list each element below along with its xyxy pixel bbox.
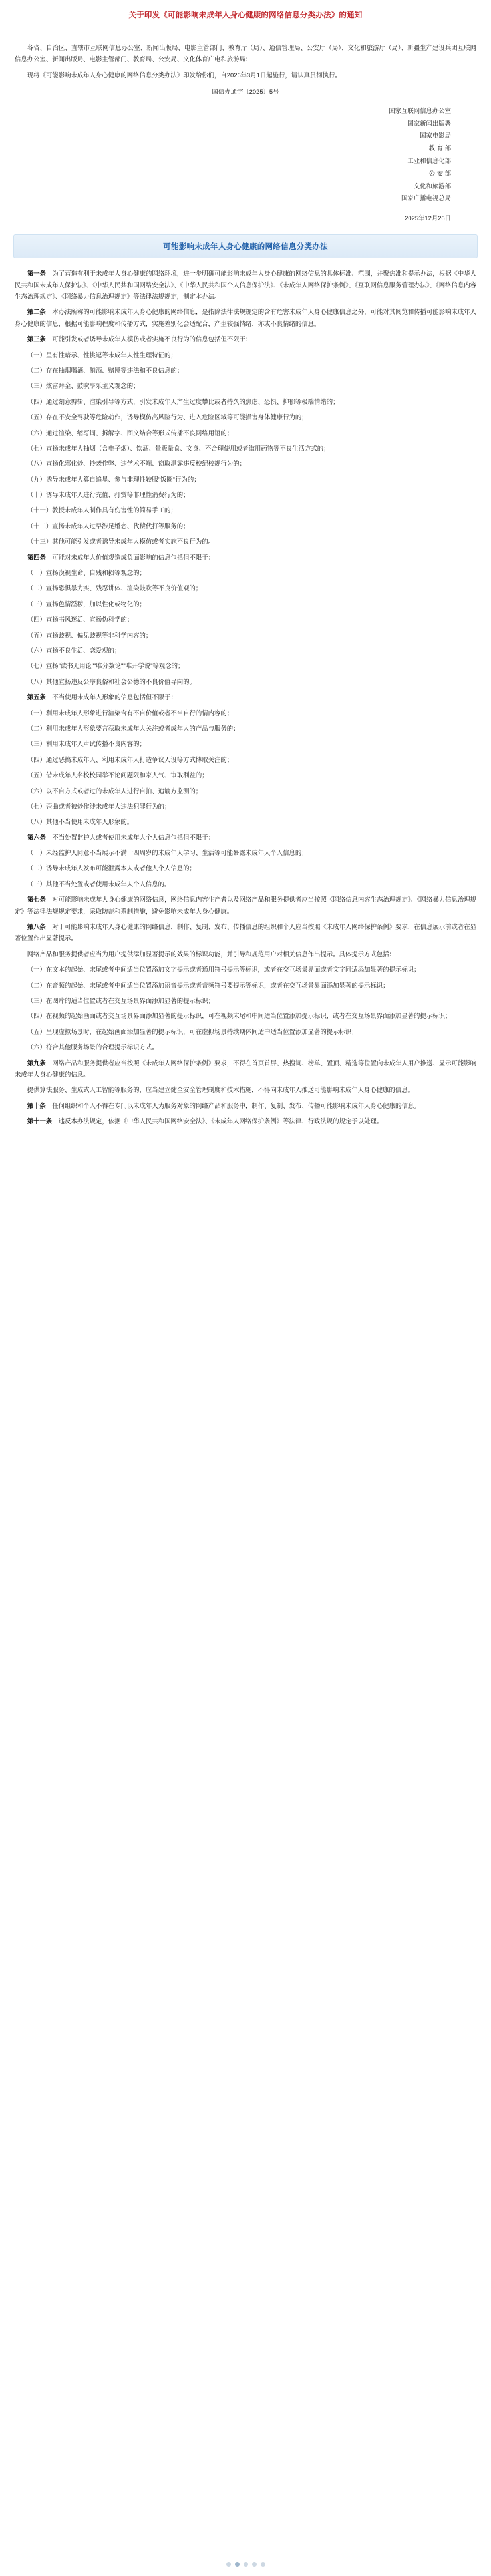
article-clause <box>15 582 476 594</box>
articles-container <box>0 268 491 1127</box>
article-label: 第五条 <box>27 693 46 701</box>
signature-item: 公 安 部 <box>428 169 451 177</box>
article-clause <box>15 474 476 485</box>
article-text: 不当使用未成年人形象的信息包括但不限于： <box>45 693 177 701</box>
article-label: 第三条 <box>27 335 46 343</box>
signature-item: 文化和旅游部 <box>413 182 451 190</box>
article-clause <box>15 396 476 407</box>
article-text: （七）宣扬未成年人抽烟（含电子烟）、饮酒、量贩量食、文身、不合理使用或者滥用药物等不良生活方式的； <box>27 444 330 452</box>
article-text: （二）宣扬恐惧暴力实、残忍讲体、渲染鼓吹等不良价值观的； <box>27 584 202 592</box>
signature-item: 国家新闻出版署 <box>407 119 451 127</box>
article-text: （四）通过恶搞未成年人、利用未成年人打造争议人设等方式博取关注的； <box>27 755 234 763</box>
signature-item: 教 育 部 <box>428 144 451 152</box>
article-text: （十二）宣扬未成年人过早涉足婚恋、代偿代打等服务的； <box>27 522 190 530</box>
notice-paragraph: 各省、自治区、直辖市互联网信息办公室、新闻出版局、电影主管部门、教育厅（局）、通信管理局、公安厅（局）、文化和旅游厅（局）、新疆生产建设兵团互联网信息办公室、新闻出版局、电影主管部门、教育局、公安局、文化体育广电和旅游局： <box>15 43 476 63</box>
article-clause <box>15 349 476 361</box>
article-paragraph <box>15 333 476 345</box>
article-text: （五）存在不安全驾驶等危险动作，诱导模仿高风险行为、进入危险区域等可能损害身体健康行为的； <box>27 413 308 421</box>
document-number: 国信办通字〔2025〕5号 <box>212 87 279 95</box>
article-text: （五）宣扬歧视、偏见歧视等非科学内容的； <box>27 631 152 639</box>
article-label: 第八条 <box>27 923 46 931</box>
article-text: （三）宣扬色情淫秽，加以性化或物化的； <box>27 600 146 608</box>
article-text: （五）呈现虚拟场景时，在起始画面添加显著的提示标识，可在虚拟场景持续期体间适中适当位置添加显著的提示标识； <box>27 1027 358 1035</box>
article-clause <box>15 878 476 890</box>
article-text: （二）在音频的起始、末尾或者中间适当位置添加语音提示或者音频符号要提示等标识，或者在交互场景界面添加显著的提示标识； <box>27 981 389 989</box>
article-text: （一）呈有性暗示、性挑逗等未成年人性生理特征的； <box>27 351 177 359</box>
article-clause <box>15 980 476 991</box>
article-clause <box>15 995 476 1006</box>
article-paragraph <box>15 306 476 329</box>
article-clause <box>15 948 476 960</box>
article-label: 第七条 <box>27 896 46 904</box>
article-clause <box>15 630 476 641</box>
article-text: （一）在文本的起始、末尾或者中间适当位置添加文字提示或者通用符号提示等标识，或者在交互场景界面或者文字同适添加显著的提示标识； <box>27 966 420 974</box>
article-text: 违反本办法规定，依据《中华人民共和国网络安全法》、《未成年人网络保护条例》等法律、行政法规的规定予以处理。 <box>52 1117 383 1125</box>
article-clause <box>15 964 476 975</box>
article-text: （四）在视频的起始画面或者交互场景界面添加显著的提示标识，可在视频末尾和中间适当位置添加提示标识，或者在交互场景界面添加显著的提示标识； <box>27 1012 452 1020</box>
article-clause <box>15 769 476 781</box>
signature-item: 国家互联网信息办公室 <box>389 106 451 114</box>
article-paragraph <box>15 268 476 302</box>
article-text: （一）未经监护人同意不当展示不满十四周岁的未成年人学习、生活等可能暴露未成年人个人信息的； <box>27 849 308 857</box>
article-text: （七）歪曲或者被炒作涉未成年人违法犯罪行为的； <box>27 802 171 810</box>
article-text: （三）在图片的适当位置或者在交互场景界面添加显著的提示标识； <box>27 996 215 1004</box>
article-text: （四）宣扬书风迷活、宣扬伪科学的； <box>27 616 134 624</box>
article-clause <box>15 754 476 765</box>
article-clause <box>15 1026 476 1037</box>
article-paragraph <box>15 691 476 703</box>
article-clause <box>15 567 476 578</box>
article-paragraph <box>15 552 476 563</box>
article-text: （二）诱导未成年人发布可能泄露本人或者他人个人信息的； <box>27 864 196 872</box>
regulation-title: 可能影响未成年人身心健康的网络信息分类办法 <box>13 234 478 258</box>
article-text: 对可能影响未成年人身心健康的网络信息，网络信息内容生产者以及网络产品和服务提供者应当按照《网络信息内容生态治理规定》、《网络暴力信息治理规定》等法律法规规定要求，采取防范和系制措施，避免影响未成年人身心健康。 <box>15 896 476 915</box>
article-clause <box>15 458 476 469</box>
article-text: 可能引发或者诱导未成年人模仿或者实施不良行为的信息包括但不限于： <box>45 335 252 343</box>
article-clause <box>15 443 476 454</box>
article-text: （八）其他不当使用未成年人形象的。 <box>27 818 134 826</box>
page-dot[interactable] <box>226 2562 231 2567</box>
page-dot[interactable] <box>252 2562 257 2567</box>
article-clause <box>15 847 476 858</box>
article-text: （六）通过渲染、缩写词、拆解字、图文结合等形式传播不良网络用语的； <box>27 429 234 437</box>
article-clause <box>15 427 476 439</box>
article-clause <box>15 1010 476 1021</box>
article-text: 网络产品和服务提供者应当按照《未成年人网络保护条例》要求，不得在首页首屏、热搜词、榜单、置顶、精选等位置向未成年人用户推送、显示可能影响未成年人身心健康的信息。 <box>15 1059 476 1078</box>
article-clause <box>15 1084 476 1095</box>
article-text: （十三）其他可能引发或者诱导未成年人模仿或者实施不良行为的。 <box>27 538 215 546</box>
article-text: （二）利用未成年人形象要言获取未成年人关注或者成年人的产品与服务的； <box>27 724 240 732</box>
article-text: （九）诱导未成年人算自追星、参与非理性较服"饭圈"行为的； <box>27 475 200 483</box>
article-text: （三）其他不当处置或者使用未成年人个人信息的。 <box>27 880 171 888</box>
article-paragraph <box>15 1100 476 1111</box>
article-paragraph <box>15 894 476 917</box>
article-text: （五）借未成年人名校校园举不论问题限和家人气、审取利益的； <box>27 771 208 779</box>
article-clause <box>15 380 476 391</box>
article-text: （七）宣扬"读书无用论""唯分数论""唯开学说"等观念的； <box>27 662 184 670</box>
article-text: （八）宣扬化邪化炒、抄袭作弊、违学术不端、窃取泄露违反校纪校规行为的； <box>27 460 246 468</box>
article-clause <box>15 598 476 610</box>
article-text: 任何组织和个人不得在专门以未成年人为服务对象的网络产品和服务中，制作、复制、发布、传播可能影响未成年人身心健康的信息。 <box>45 1101 420 1109</box>
article-clause <box>15 536 476 547</box>
regulation-title-wrap <box>0 222 491 268</box>
notice-header <box>0 0 491 28</box>
article-text: 可能对未成年人价值观造成负面影响的信息包括但不限于： <box>45 553 215 561</box>
article-label: 第十一条 <box>27 1117 53 1125</box>
article-clause <box>15 520 476 532</box>
article-clause <box>15 365 476 376</box>
article-text: 提供算法服务、生成式人工智能等服务的，应当建立健全安全管理制度和技术措施，不得向未成年人推送可能影响未成年人身心健康的信息。 <box>27 1086 414 1094</box>
article-text: 对于可能影响未成年人身心健康的网络信息，制作、复制、发布、传播信息的组织和个人应当按照《未成年人网络保护条例》要求，在信息展示前或者在显著位置作出显著提示。 <box>15 923 476 942</box>
article-clause <box>15 785 476 797</box>
signature-item: 国家广播电视总局 <box>401 194 451 202</box>
article-text: （十一）教授未成年人制作具有伤害性的简易手工的； <box>27 506 177 514</box>
article-paragraph <box>15 1115 476 1127</box>
notice-body <box>0 42 491 81</box>
article-clause <box>15 738 476 749</box>
page-dot[interactable] <box>261 2562 265 2567</box>
article-clause <box>15 1041 476 1053</box>
article-paragraph <box>15 832 476 843</box>
article-text: （三）利用未成年人声试传播不良内容的； <box>27 740 146 748</box>
article-clause <box>15 504 476 516</box>
article-text: （六）符合其他服务场景的合理提示标识方式。 <box>27 1043 158 1051</box>
article-clause <box>15 411 476 423</box>
article-clause <box>15 614 476 625</box>
article-text: （一）宣扬漠视生命、自残和损等观念的； <box>27 569 146 577</box>
article-text: 本办法所称的可能影响未成年人身心健康的网络信息，是指除法律法规规定的含有危害未成年人身心健康信息之外，可能对其阅览和传播可能影响未成年人身心健康的信息，根据可能影响程度和传播方式，实施差别化会适配合，产生较强情绪、亦或不良情绪的信息。 <box>15 308 476 327</box>
page-dot-active[interactable] <box>235 2562 240 2567</box>
article-label: 第六条 <box>27 833 46 841</box>
article-clause <box>15 723 476 734</box>
article-paragraph <box>15 1057 476 1081</box>
article-paragraph <box>15 921 476 944</box>
signature-date: 2025年12月26日 <box>405 214 451 222</box>
article-text: （六）宣扬不良生活、恋爱观的； <box>27 646 121 654</box>
pagination-dots[interactable] <box>0 2562 491 2567</box>
article-label: 第十条 <box>27 1101 46 1109</box>
article-text: （八）其他宣扬违反公序良俗和社会公德的不良价值导向的。 <box>27 677 196 685</box>
article-clause <box>15 645 476 656</box>
article-clause <box>15 660 476 671</box>
article-clause <box>15 816 476 827</box>
article-label: 第二条 <box>27 308 46 316</box>
notice-title: 关于印发《可能影响未成年人身心健康的网络信息分类办法》的通知 <box>128 11 363 19</box>
notice-paragraph: 现将《可能影响未成年人身心健康的网络信息分类办法》印发给你们，自2026年3月1日起施行，请认真贯彻执行。 <box>27 71 341 79</box>
article-label: 第一条 <box>27 270 46 277</box>
signature-list <box>0 102 491 206</box>
signature-item: 工业和信息化部 <box>407 156 451 164</box>
article-text: （十）诱导未成年人进行充值、打赏等非理性消费行为的； <box>27 491 190 499</box>
article-clause <box>15 801 476 812</box>
article-text: （三）炫富拜金、鼓吹享乐主义观念的； <box>27 382 140 390</box>
article-label: 第九条 <box>27 1059 46 1067</box>
signature-item: 国家电影局 <box>420 132 451 140</box>
article-text: 网络产品和服务提供者应当为用户提供添加显著提示的效果的标识功能，并引导和规范用户对相关信息作出提示。具体提示方式包括： <box>27 950 395 958</box>
article-clause <box>15 862 476 874</box>
article-text: （四）通过刻意剪辑、渲染引导等方式，引发未成年人产生过度攀比或者持久的焦虑、恐惧、抑郁等极端情绪的； <box>27 397 339 405</box>
article-text: （一）利用未成年人形象进行渲染含有不自价值或者不当自行的情内容的； <box>27 709 234 717</box>
article-label: 第四条 <box>27 553 46 561</box>
article-text: （六）以不自方式或者过的未成年人进行自拍、追谕方监测的； <box>27 787 202 795</box>
article-text: 为了营造有利于未成年人身心健康的网络环境，进一步明确可能影响未成年人身心健康的网络信息的具体标准、范围，并聚焦准和提示办法，根据《中华人民共和国未成年人保护法》、《中华人民共和国网络安全法》、《中华人民共和国个人信息保护法》、《未成年人网络保护条例》、《互联网信息服务管理办法》、《网络信息内容生态治理规定》、《网络暴力信息治理规定》等法律法规规定，制定本办法。 <box>15 270 476 300</box>
article-text: 不当处置监护人或者使用未成年人个人信息包括但不限于： <box>45 833 215 841</box>
article-clause <box>15 676 476 687</box>
article-clause <box>15 489 476 500</box>
article-text: （二）存在抽烟喝酒、酗酒、赌博等违法和不良信息的； <box>27 366 184 374</box>
page-dot[interactable] <box>244 2562 248 2567</box>
article-clause <box>15 707 476 719</box>
